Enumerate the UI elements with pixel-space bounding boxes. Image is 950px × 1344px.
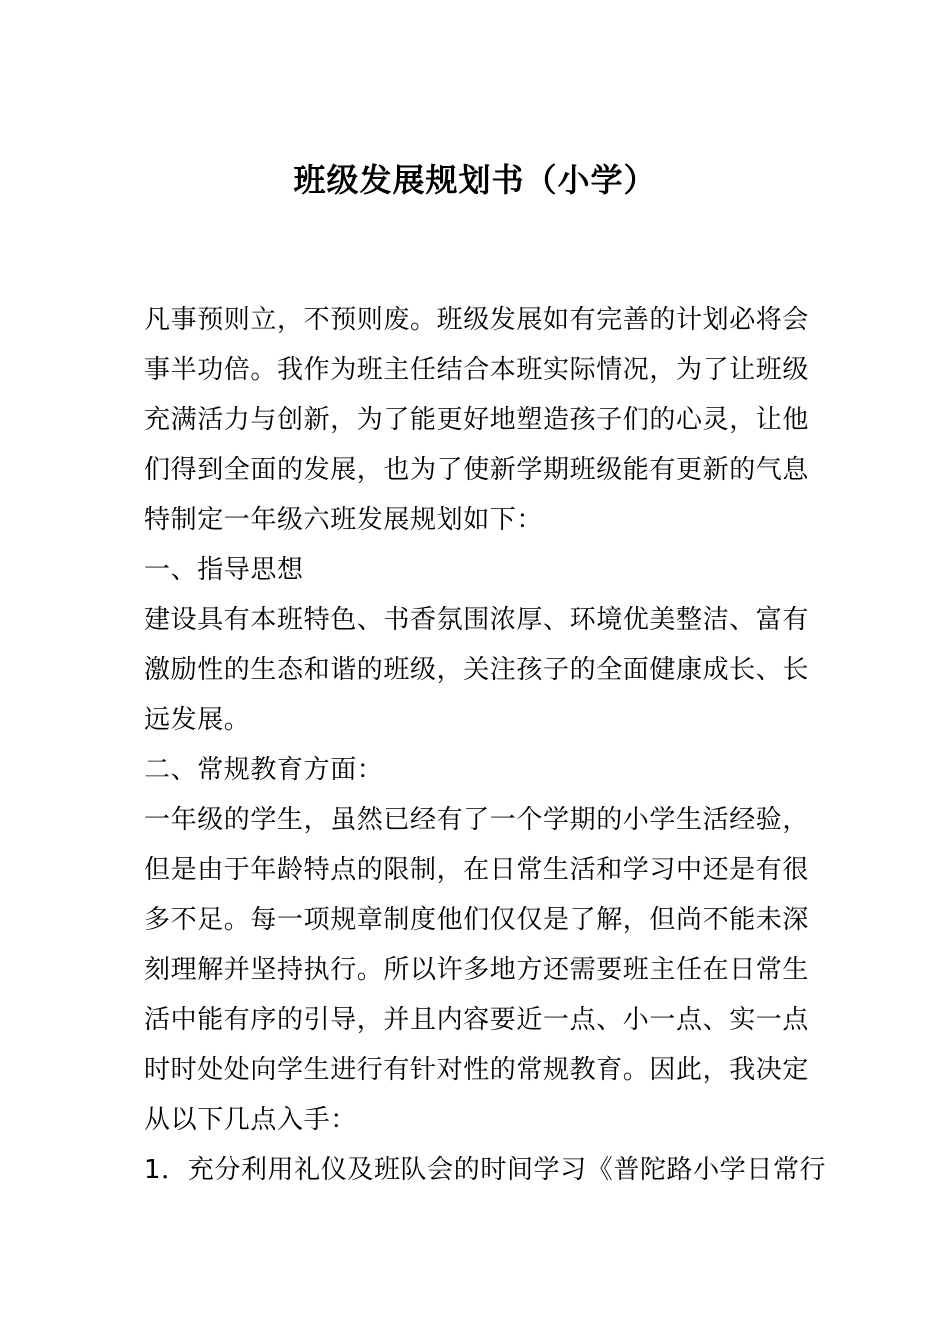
body-line: 激励性的生态和谐的班级，关注孩子的全面健康成长、长 xyxy=(144,655,810,685)
body-line: 远发展。 xyxy=(144,705,251,735)
body-line: 多不足。每一项规章制度他们仅仅是了解，但尚不能未深 xyxy=(144,905,810,935)
body-line: 活中能有序的引导，并且内容要近一点、小一点、实一点 xyxy=(144,1005,810,1035)
body-line: 凡事预则立，不预则废。班级发展如有完善的计划必将会 xyxy=(144,305,810,335)
body-line: 事半功倍。我作为班主任结合本班实际情况，为了让班级 xyxy=(144,355,810,385)
list-item-1: 1．充分利用礼仪及班队会的时间学习《普陀路小学日常行 xyxy=(144,1155,827,1185)
body-line: 时时处处向学生进行有针对性的常规教育。因此，我决定 xyxy=(144,1055,810,1085)
document-title: 班级发展规划书（小学） xyxy=(293,161,657,199)
body-line: 充满活力与创新，为了能更好地塑造孩子们的心灵，让他 xyxy=(144,405,810,435)
body-line: 一年级的学生，虽然已经有了一个学期的小学生活经验， xyxy=(144,805,810,835)
body-line: 但是由于年龄特点的限制，在日常生活和学习中还是有很 xyxy=(144,855,810,885)
body-line: 们得到全面的发展，也为了使新学期班级能有更新的气息 xyxy=(144,455,810,485)
document-body xyxy=(144,295,827,1195)
body-line: 从以下几点入手： xyxy=(144,1105,357,1135)
body-line: 建设具有本班特色、书香氛围浓厚、环境优美整洁、富有 xyxy=(144,605,810,635)
section-heading-guiding-ideology: 一、指导思想 xyxy=(144,555,304,585)
section-heading-routine-education: 二、常规教育方面： xyxy=(144,755,384,785)
body-line: 刻理解并坚持执行。所以许多地方还需要班主任在日常生 xyxy=(144,955,810,985)
body-line: 特制定一年级六班发展规划如下： xyxy=(144,505,544,535)
